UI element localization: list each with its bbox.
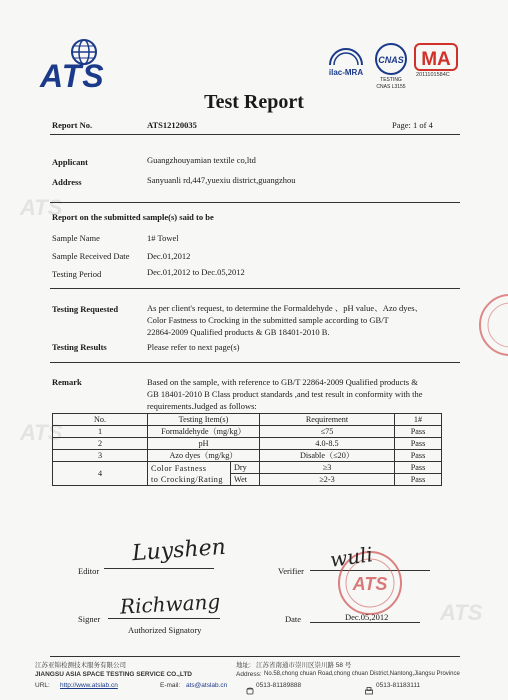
svg-text:CNAS L3155: CNAS L3155 [376, 84, 406, 90]
signer-label: Signer [78, 614, 101, 624]
watermark: ATS [20, 420, 63, 445]
cell-item: pH [148, 438, 260, 450]
cell-no: 4 [53, 462, 148, 486]
applicant-value: Guangzhouyamian textile co,ltd [147, 155, 256, 165]
svg-text:ilac-MRA: ilac-MRA [328, 68, 364, 77]
ats-logo: ATS [40, 58, 105, 94]
date-label: Date [285, 614, 302, 624]
remark-label: Remark [52, 377, 82, 387]
ilac-mra-logo [326, 45, 366, 79]
applicant-label: Applicant [52, 157, 88, 167]
header-cell: Requirement [260, 414, 395, 426]
cell-sub: Wet [231, 474, 260, 486]
testing-requested-text [147, 302, 447, 338]
sample-name-label: Sample Name [52, 233, 100, 243]
verifier-label: Verifier [278, 566, 304, 576]
cell-no: 2 [53, 438, 148, 450]
cell-result: Pass [395, 450, 442, 462]
remark-line: Based on the sample, with reference to GB/T 22864-2009 Qualified products & [147, 377, 418, 387]
testing-results-value: Please refer to next page(s) [147, 342, 240, 352]
report-no-value: ATS12120035 [147, 120, 197, 130]
table-header-row [53, 414, 442, 426]
cf-item-line: Color Fastness [151, 463, 207, 473]
divider [50, 134, 460, 135]
footer-cn-addr-label: 地址: [236, 662, 251, 669]
watermark: ATS [440, 600, 483, 625]
sample-received-value: Dec.01,2012 [147, 251, 191, 261]
footer-url-link[interactable]: http://www.atslab.cn [60, 682, 118, 689]
header-cell: 1# [395, 414, 442, 426]
phone-icon [246, 682, 254, 690]
cnas-logo [370, 42, 412, 90]
cell-item: Formaldehyde（mg/kg） [148, 426, 260, 438]
table-row [53, 450, 442, 462]
divider [50, 362, 460, 363]
table-row [53, 462, 442, 474]
footer-tel: 0513-81189888 [256, 682, 302, 689]
cell-result: Pass [395, 426, 442, 438]
svg-text:MA: MA [421, 49, 451, 70]
stamp-text: ATS [352, 574, 388, 594]
table-row [53, 438, 442, 450]
seam-stamp [478, 290, 508, 360]
footer-fax: 0513-81183111 [376, 682, 421, 689]
sample-section-title: Report on the submitted sample(s) said to be [52, 212, 214, 222]
footer-email-link[interactable]: ats@atslab.cn [186, 682, 228, 689]
address-label: Address [52, 177, 82, 187]
editor-signature: Luyshen [131, 534, 227, 567]
cell-sub: Dry [231, 462, 260, 474]
page-title: Test Report [204, 91, 304, 113]
cell-no: 1 [53, 426, 148, 438]
testing-period-value: Dec.01,2012 to Dec.05,2012 [147, 267, 245, 277]
cf-item-line: to Crocking/Rating [151, 474, 223, 484]
editor-line [104, 568, 214, 569]
cell-requirement: ≥2-3 [260, 474, 395, 486]
report-no-label: Report No. [52, 120, 93, 130]
cell-requirement: ≤75 [260, 426, 395, 438]
footer-cn-name: 江苏亚锦检测技术服务有限公司 [35, 662, 126, 669]
sample-received-label: Sample Received Date [52, 251, 130, 261]
date-line [310, 622, 420, 623]
table-row [53, 426, 442, 438]
footer-addr: No.58,chong chuan Road,chong chuan District,Nantong,Jiangsu Province [264, 671, 460, 677]
date-value: Dec.05,2012 [345, 612, 389, 622]
cell-requirement: Disable（≤20） [260, 450, 395, 462]
requested-line: Color Fastness to Crocking in the submitted sample according to GB/T [147, 315, 389, 325]
testing-period-label: Testing Period [52, 269, 102, 279]
header-cell: Testing Item(s) [148, 414, 260, 426]
footer-url-label: URL: [35, 682, 50, 689]
ma-number: 2011101584C [416, 72, 450, 78]
verifier-signature: wuli [328, 542, 375, 572]
cell-item [148, 462, 231, 486]
cell-requirement: ≥3 [260, 462, 395, 474]
remark-line: GB 18401-2010 B Class product standards ,and test result in conformity with the [147, 389, 423, 399]
watermark: ATS [20, 195, 63, 220]
svg-text:TESTING: TESTING [380, 77, 402, 83]
fax-icon [365, 682, 373, 690]
testing-requested-label: Testing Requested [52, 304, 119, 314]
header-cell: No. [53, 414, 148, 426]
address-value: Sanyuanli rd,447,yuexiu district,guangzhou [147, 175, 296, 185]
remark-line: requirements.Judged as follows: [147, 401, 257, 411]
sample-name-value: 1# Towel [147, 233, 179, 243]
cell-no: 3 [53, 450, 148, 462]
cell-result: Pass [395, 474, 442, 486]
results-table [52, 413, 442, 486]
footer-en-name: JIANGSU ASIA SPACE TESTING SERVICE CO.,LTD [35, 671, 192, 678]
cell-result: Pass [395, 462, 442, 474]
cell-item: Azo dyes（mg/kg） [148, 450, 260, 462]
page-number: Page: 1 of 4 [392, 120, 433, 130]
divider [50, 202, 460, 203]
remark-text [147, 376, 447, 412]
footer-addr-label: Address: [236, 671, 262, 678]
signer-signature: Richwang [119, 589, 221, 619]
cell-result: Pass [395, 438, 442, 450]
cell-requirement: 4.0-8.5 [260, 438, 395, 450]
svg-text:CNAS: CNAS [378, 55, 404, 65]
editor-label: Editor [78, 566, 100, 576]
requested-line: As per client's request, to determine the Formaldehyde 、pH value、Azo dyes、 [147, 303, 424, 313]
footer-divider [50, 656, 460, 657]
footer-cn-addr: 江苏省南通市崇川区崇川路 58 号 [256, 662, 352, 669]
requested-line: 22864-2009 Qualified products & GB 18401-2010 B. [147, 327, 330, 337]
authorized-signatory: Authorized Signatory [128, 625, 202, 635]
footer-email-label: E-mail: [160, 682, 181, 689]
divider [50, 288, 460, 289]
testing-results-label: Testing Results [52, 342, 107, 352]
